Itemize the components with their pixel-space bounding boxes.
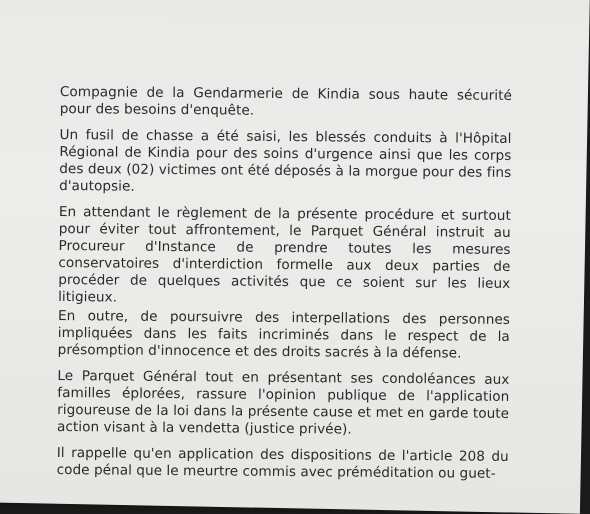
paragraph-4: En outre, de poursuivre des interpellations des personnes impliquées dans les faits incriminés dans le respect de la présomption d'innocence et des droits sacrés à la défense. xyxy=(57,307,511,362)
paragraph-6: Il rappelle qu'en application des dispositions de l'article 208 du code pénal que le meurtre commis avec préméditation ou guet- xyxy=(56,444,509,482)
document-body xyxy=(57,84,512,483)
paragraph-2: Un fusil de chasse a été saisi, les blessés conduits à l'Hôpital Régional de Kindia pour des soins d'urgence ainsi que les corps des deux (02) victimes ont été déposés à la morgue pour des fins d'autopsie. xyxy=(59,126,512,195)
paragraph-1: Compagnie de la Gendarmerie de Kindia sous haute sécurité pour des besoins d'enquête. xyxy=(59,84,512,119)
paragraph-3: En attendant le règlement de la présente procédure et surtout pour éviter tout affrontement, le Parquet Général instruit au Procureur d'Instance de prendre toutes les mesures conservatoires d'interdiction formelle aux deux parties de procéder de quelques activités que ce soient sur les lieux litigieux. xyxy=(58,203,511,306)
paragraph-5: Le Parquet Général tout en présentant ses condoléances aux familles éplorées, rassure l'opinion publique de l'application rigoureuse de la loi dans la présente cause et met en garde toute action visant à la vendetta (justice privée). xyxy=(56,367,510,438)
